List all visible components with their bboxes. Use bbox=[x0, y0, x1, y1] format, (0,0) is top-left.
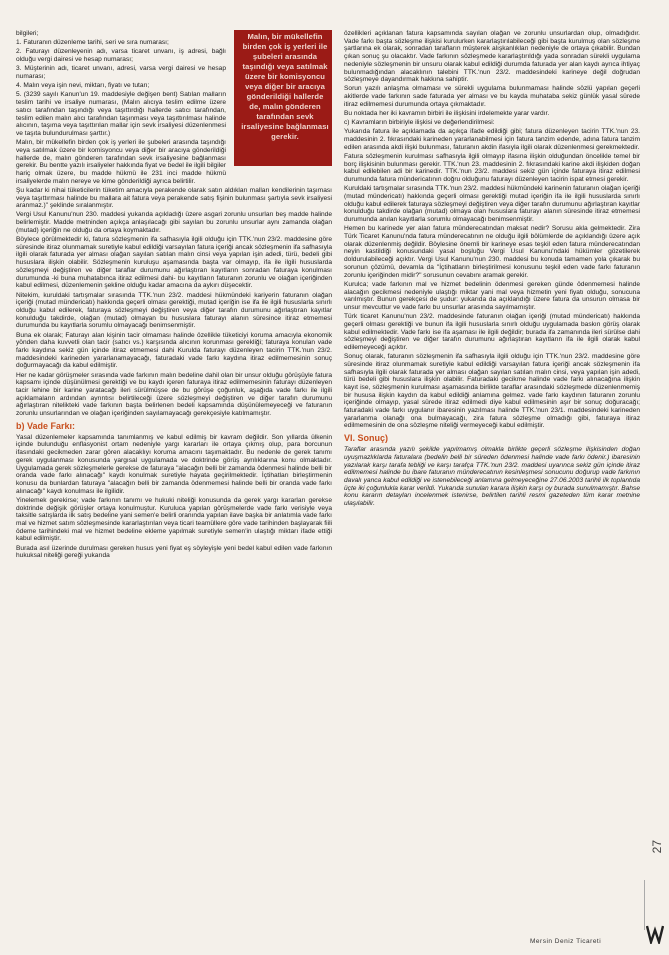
paragraph: Yukarıda fatura ile açıklamada da açıkça ifade edildiği gibi; fatura düzenleyen tacirin TTK.'nun 23. maddesinin 2. fıkrasındaki karineden yararlanabilmesi için fatura tanzim edende, adına fatura tanzim edilen arasında akdi ilişki bulunması, faturanın akdin ifasıyla ilgili olarak düzenlenmesi gerekmektedir. bbox=[344, 128, 640, 151]
paragraph: Bu noktada her iki kavramın birbiri ile ilişkisini irdelemekte yarar vardır. bbox=[344, 110, 550, 118]
pull-quote bbox=[234, 30, 332, 166]
paragraph: Vergi Usul Kanunu'nun 230. maddesi yukarıda açıkladığı üzere asgari zorunlu unsurları beş madde halinde belirlemiştir. Madde metninden açıkça anlaşılacağı gibi sayılan bu zorunlu unsurlar aynı zamanda olağan (mutad) içeriğin ne olduğu da ortaya koymaktadır. bbox=[16, 211, 332, 234]
paragraph: 4. Malın veya işin nevi, miktarı, fiyatı ve tutarı; bbox=[16, 82, 150, 90]
conclusion-paragraph: Taraflar arasında yazılı şekilde yapılmamış olmakla birlikte geçerli sözleşme ilişkisinden doğan uyuşmazlıklarda faturalara (bedelin belli bir süreden ödenmesi halinde vade farkı ödenir.) ibaresinin yazılarak karşı tarafa tebliği ve karşı tarafça TTK.'nun 23/2. maddesi uyarınca sekiz gün içinde itiraz edilmemesi halinde bu ibare faturanın münderecatının kesinleşmesi sonucunu doğurup vade farkının davalı yanca kabul edildiği ve istenebileceği anlamına gelmeyeceğine 27.06.2003 tarihli ilk toplantıda üçte iki çoğunlukla karar verildi. Yukarıda sunulan karara ilişkin karşı oy burada sunulmamıştır. Bahse konu kararın detayları incelenmek istenirse, belirtilen tarihli resmi gazeteden tüm karar metnine ulaşılabilir. bbox=[344, 446, 640, 508]
paragraph: Yasal düzenlemeler kapsamında tanımlanmış ve kabul edilmiş bir kavram değildir. Son yıllarda ülkenin içinde bulunduğu enflasyonist ortam nedeniyle yargı kararları ile ortaya çıkmış olup, para borcunun ifasındaki gecikmeden zarar gören alacaklıyı koruma amacını taşımaktadır. Bu nedenle de gerek tanımı gerek uygulanması konusunda yargısal uygulamada ve doktrinde görüş ayrılıklarına konu olmaktadır. Uygulamada gerek sözleşmelerle gerekse de faturaya "alacağın belli bir zamanda ödenmesi halinde belli bir oranda vade farkı alınacağı" kaydı konulmak suretiyle hayata geçirilmektedir. İçtihatları birleştirmenin konusu da bunlardan faturaya "alacağın belli bir zamanda ödenmemesi halinde belli bir oranda vade farkı alınacağı" kaydı konulması ile ilgilidir. bbox=[16, 433, 332, 495]
paragraph: 3. Müşterinin adı, ticaret unvanı, adresi, varsa vergi dairesi ve hesap numarası; bbox=[16, 65, 226, 81]
paragraph: Hemen bu karinede yer alan fatura münderecatından maksat nedir? Sorusu akla gelmektedir. Zira Türk Ticaret Kanunu'nda fatura münderecatının ne olduğu ilgili bölümlerde de açıklandığı üzere açık olarak düzenlenmiş değildir. Böylesine önemli bir karineye esas teşkil eden fatura münderecatından neyin kastildiği konusundaki yasal boşluğu Vergi Usul Kanunu'ndaki hükümler gözetilerek doldurulabileceği açıktır. Vergi Usul Kanunu'nun 230. maddesi bu konuda tamamen yola çıkarak bu sorunun çözümü, devamla da "İçtihatların birleştirilmesi konusunu teşkil eden vade farkı faturanın zorunlu içeriğinden midir?" sorusunun cevabını aramak gerekir. bbox=[344, 225, 640, 279]
paragraph: Fatura sözleşmenin kurulması safhasıyla ilgili olmayıp ifasına ilişkin olduğundan öncelikle temel bir borç ilişkisinin bulunması gerekir. TTK.'nun 23. maddesinin 2. fıkrasındaki karine akdi ilişkiden doğan kabul edilebilen adi bir karinedir. TTK.'nun 23/2. maddesi sekiz gün içinde faturaya itiraz edilmesi durumunda fatura mündericatının doğru olduğunu faturayı düzenleyen tacirin ispat etmesi gerekir. bbox=[344, 153, 640, 184]
paragraph: Kurulca; vade farkının mal ve hizmet bedelinin ödenmesi gereken günde ödenmemesi halinde alacağın gecikmesi nedeniyle ulaştığı miktar yani mal veya hizmetin yeni fiyatı olduğu, sonucuna varılmıştır. Bunun gerekçesi de şudur: yukarıda da açıklandığı üzere fatura da unsurun olmasa bir unsur mevcuttur ve vade farkı bu unsurlar arasında sayılmamıştır. bbox=[344, 280, 640, 311]
paragraph: bilgileri; bbox=[16, 30, 39, 37]
paragraph: Buna ek olarak; Faturayı alan kişinin tacir olmaması halinde özellikle tüketiciyi koruma amacıyla ekonomik yönden daha kuvvetli olan tacir (satıcı vs.) karşısında alıcının korunması gerekliği; faturaya konulan vade farkı kaydına sekiz gün içinde itiraz etmemesi dahi Kurulda faturayı düzenleyen tacirin TTK.'nun 23/2. maddesindeki karineden yararlanamayacağı, faturadaki vade farkı kaydına itiraz edilmemesinin sonuç doğurmayacağı da kabul edilmiştir. bbox=[16, 331, 332, 370]
paragraph: 5. (3239 sayılı Kanun'un 19. maddesiyle değişen bent) Satılan malların teslim tarihi ve irsaliye numarası, (Malın alıcıya teslim edilme üzere satıcı tarafından taşındığı veya taşıttırdığı hallerde satıcı tarafından, teslim edilen malın alıcı tarafından taşınması veya taşıttırılması halinde alıcının, taşıma veya taşıttırılan mallar için sevk irsaliyesi düzenlenmesi ve taşıta bulundurulması şarttır.) bbox=[16, 91, 226, 137]
right-column bbox=[344, 30, 640, 918]
paragraph: Nitekim, kuruldaki tartışmalar sırasında TTK.'nun 23/2. maddesi hükmündeki kariyerin faturanın olağan içeriği (mutad mündericatı) hakkında geçerli olması gerektiği, mutad içeriğin ise ifa ile ilgili hususlarla sınırlı olduğu kabul edilerek, faturaya sözleşmeyi değiştiren veya diğer tarafın durumunu ağırlaştıran kayıtlar konulduğu takdirde, olağan (mutad) olmayan bu hususlara faturayı alanın süresince itiraz etmemesi durumunda bu kayıtlarla sorumlu olmayacağı benimsenmiştir. bbox=[16, 291, 332, 330]
edge-divider bbox=[644, 880, 645, 930]
journal-logo-icon bbox=[646, 922, 664, 944]
pull-quote-text: Malın, bir mükellefin birden çok iş yerleri ile şubeleri arasında taşındığı veya satılmak üzere bir komisyoncu veya diğer bir aracıya gönderildiği hallerde de, malın gönderen tarafından sevk irsaliyesine bağlanması gerekir. bbox=[241, 32, 329, 141]
section-heading-conclusion: VI. Sonuç) bbox=[344, 433, 389, 444]
paragraph: Böylece görülmektedir ki, fatura sözleşmenin ifa safhasıyla ilgili olduğu için TTK.'nun 23/2. maddesine göre süresinde itiraz olunmamak suretiyle kabul edildiği varsayılan fatura içeriği ancak sözleşmenin ifa safhasıyla ilgili olarak faturada yer alması olağan sayılan satılan malın cinsi veya yapılan işin adedi, türü, bedeli gibi hususlara ilişkin olabilir. Sözleşmenin kuruluşu aşamasında başta var olmayıp, ifa ile ilgili hususlarda sözleşmeyi değiştiren ve diğer taraflar durumunu ağırlaştıran kayıtların sonradan faturaya konulması durumunda -ki buna muhatabınca itiraz edilmesi dahi- bu kayıtların faturanın zorunlu ve olağan içeriğinden kabul edilmesi, düzenlemenin şekline olduğu kadar amacına da aykırı düşecektir. bbox=[16, 236, 332, 290]
left-column bbox=[16, 30, 332, 918]
paragraph: Şu kadar ki nihai tüketicilerin tüketim amacıyla perakende olarak satın aldıkları malları kendilerinin taşıması veya taşıttırması halinde bu mallara ait fatura veya perakende satış fişinin bulunması şartıyla sevk irsaliyesi aranmaz.)" şeklinde sıralanmıştır. bbox=[16, 186, 332, 210]
paragraph: Sorun yazılı anlaşma olmaması ve sürekli uygulama bulunmaması halinde sözlü yapılan geçerli akitlerde vade farkının sade faturada yer alması ve bu kayda muhataba sekiz günlük yasal sürede itiraz edilmemesi durumunda ortaya çıkmaktadır. bbox=[344, 85, 640, 108]
paragraph: 1. Faturanın düzenleme tarihi, seri ve sıra numarası; bbox=[16, 39, 169, 47]
paragraph: Türk ticaret Kanunu'nun 23/2. maddesinde faturanın olağan içeriği (mutad mündericatı) hakkında geçerli olması gerektiği ve bunun ifa ilgili hususlarla sınırlı olduğu uygulamada baskın görüş olarak kabul edilmektedir. Vade farkı ise ifa aşaması ile ilgili değildir; burada ifa zamanında ileri sürülse dahi sözleşmeyi değiştiren ve diğer tarafın durumunu ağırlaştıran kayıtların ifa ile ilgili olarak kabul edilemeyeceği açıktır. bbox=[344, 313, 640, 351]
page-number: 27 bbox=[650, 840, 664, 854]
paragraph: Malın, bir mükellefin birden çok iş yerleri ile şubeleri arasında taşındığı veya satılmak üzere bir komisyoncu veya diğer bir aracıya gönderildiği hallerde de, malın gönderen tarafından sevk irsaliyesine bağlanması gerekir. Bu bentte yazılı irsaliyeler hakkında fiyat ve bedel ile ilgili bilgiler hariç olmak üzere, bu madde hükmü ile 231 inci madde hükmü irsaliyelerde malın nereye ve kime gönderildiği ayrıca belirtilir. bbox=[16, 139, 227, 185]
paragraph: Yinelemek gerekirse; vade farkının tanımı ve hukuki niteliği konusunda da gerek yargı kararları gerekse doktrinde değişik görüşler ortaya konulmuştur. Kuruluca yapılan görüşmelerde vade farkı verisiyle veya taksitle satışlarda ilk satış bedeline yani semen'e belirli oranında yapılan ilave başka bir anlatımla vade farkı mal ve hizmet satım sözleşmesinde kararlaştırılan veya ticari teamüllere göre vade tarihinden başlayarak fiili ödeme tarihindeki mal ve hizmet bedeline ekleme yapılmak suretiyle semen'in ulaştığı miktarı ifade ettiği kabul edilmiştir. bbox=[16, 496, 332, 543]
paragraph: Kuruldaki tartışmalar sırasında TTK.'nun 23/2. maddesi hükmündeki karinenin faturanın olağan içeriği (mutad mündericatı) hakkında geçerli olması gerektiği mutad içeriğin ifa ile ilgili hususlarda sınırlı olduğu kabul edilerek faturaya sözleşmeyi değiştiren veya diğer tarafın durumunu ağırlaştıran kayıtlar konulduğu takdirde olağan (mutad) olmaya olan hususlara faturayı alanın süresinde itiraz etmemesi durumunda anılan kayıtlarla sorumlu olmayacağı benimsenmiştir. bbox=[344, 185, 640, 224]
paragraph: Sonuç olarak, faturanın sözleşmenin ifa safhasıyla ilgili olduğu için TTK.'nun 23/2. maddesine göre süresinde itiraz olunmamak suretiyle kabul edildiği varsayılan fatura içeriği ancak sözleşmenin ifa safhasıyla ilgili olarak faturada yer alması olağan sayılan satılan malın cinsi, veya yapılan işin adedi, türü bedeli gibi hususlara ilişkin olabilir. Faturadaki gecikme halinde vade farkı alınacağına ilişkin kayıt ise, sözleşmenin kurulması aşamasında birlikte taraflar arasındaki sözleşmede düzenlenmemiş bir hususa ilişkin kaydın da kabul edildiği anlamına gelmez. vade farkı kaydının faturanın zorunlu içeriğinde olmayıp, yasal sürede itiraz edilmedi diye kabul edilmesinin aşır bir sonuç doğuracağı; faturadaki vade farkı uygulanır ibaresinin yazılması halinde TTK.'nun 23/1. maddesindeki karineden yararlanma olanağı ona bulmayacağı, zira fatura sözleşme olmadığı gibi, faturaya itiraz edilmemesinin de ona sözleşme niteliği vermeyeceği kabul edilmiştir. bbox=[344, 353, 640, 430]
subheading: c) Kavramların birbiriyle ilişkisi ve değerlendirilmesi: bbox=[344, 119, 495, 127]
paragraph: Burada asıl üzerinde durulması gereken husus yeni fiyat eş söyleyişle yeni bedel kabul edilen vade farkının hukuksal niteliği gereği yukarıda bbox=[16, 544, 332, 560]
journal-name: Mersin Deniz Ticareti bbox=[530, 938, 602, 945]
section-heading-vade-farki: b) Vade Farkı: bbox=[16, 420, 76, 431]
paragraph: 2. Faturayı düzenleyenin adı, varsa ticaret unvanı, iş adresi, bağlı olduğu vergi dairesi ve hesap numarası; bbox=[16, 48, 226, 64]
paragraph: Her ne kadar görüşmeler sırasında vade farkının malın bedeline dahil olan bir unsur olduğu görüşüyle fatura kapsamı içinde düşünülmesi gerektiği ve bu kaydı içeren faturaya itiraz edilmemesinin faturayı düzenleyen tacir lehine bir karine yaratacağı ileri sürülmüşse de bu görüşe çoğunluk, aşağıda vade farkı ile ilgili açıklamaların ardından ayrıntısı belirtileceği üzere sözleşmeyi değiştiren ve diğer tarafın durumunu ağırlaştıran nitelikteki vade farkının başta belirlenen bedeli kapsamında düşünülemeyeceği ve faturanın zorunlu unsurlarından ve olağan içeriğinden sayılamayacağı gerekçesiyle katılmamıştır. bbox=[16, 371, 332, 418]
paragraph: özellikleri açıklanan fatura kapsamında sayılan olağan ve zorunlu unsurlardan olup, olmadığıdır. Vade farkı başta sözleşme ilişkisi kurulurken kararlaştırılabileceği gibi başta kurulmuş olan sözleşme şartlarına ek olarak, sonradan tarafların müşterek alışkanlıkları nedeniyle de ortaya çıkabilir. Bundan çıkan sonuç şu olacaktır. Vade farkının sözleşmede kararlaştırıldığı yada sonradan sürekli uygulama nedeniyle sözleşmenin bir unsuru olarak kabul edildiği durumda faturada yer alan kaydı ayrıca ihtiyaç bulunmadığından alacaklının talebini TTK.'nun 23/2. maddesindeki karineye değil doğrudan sözleşmeye dayandırmak hakkına sahiptir. bbox=[344, 30, 640, 84]
